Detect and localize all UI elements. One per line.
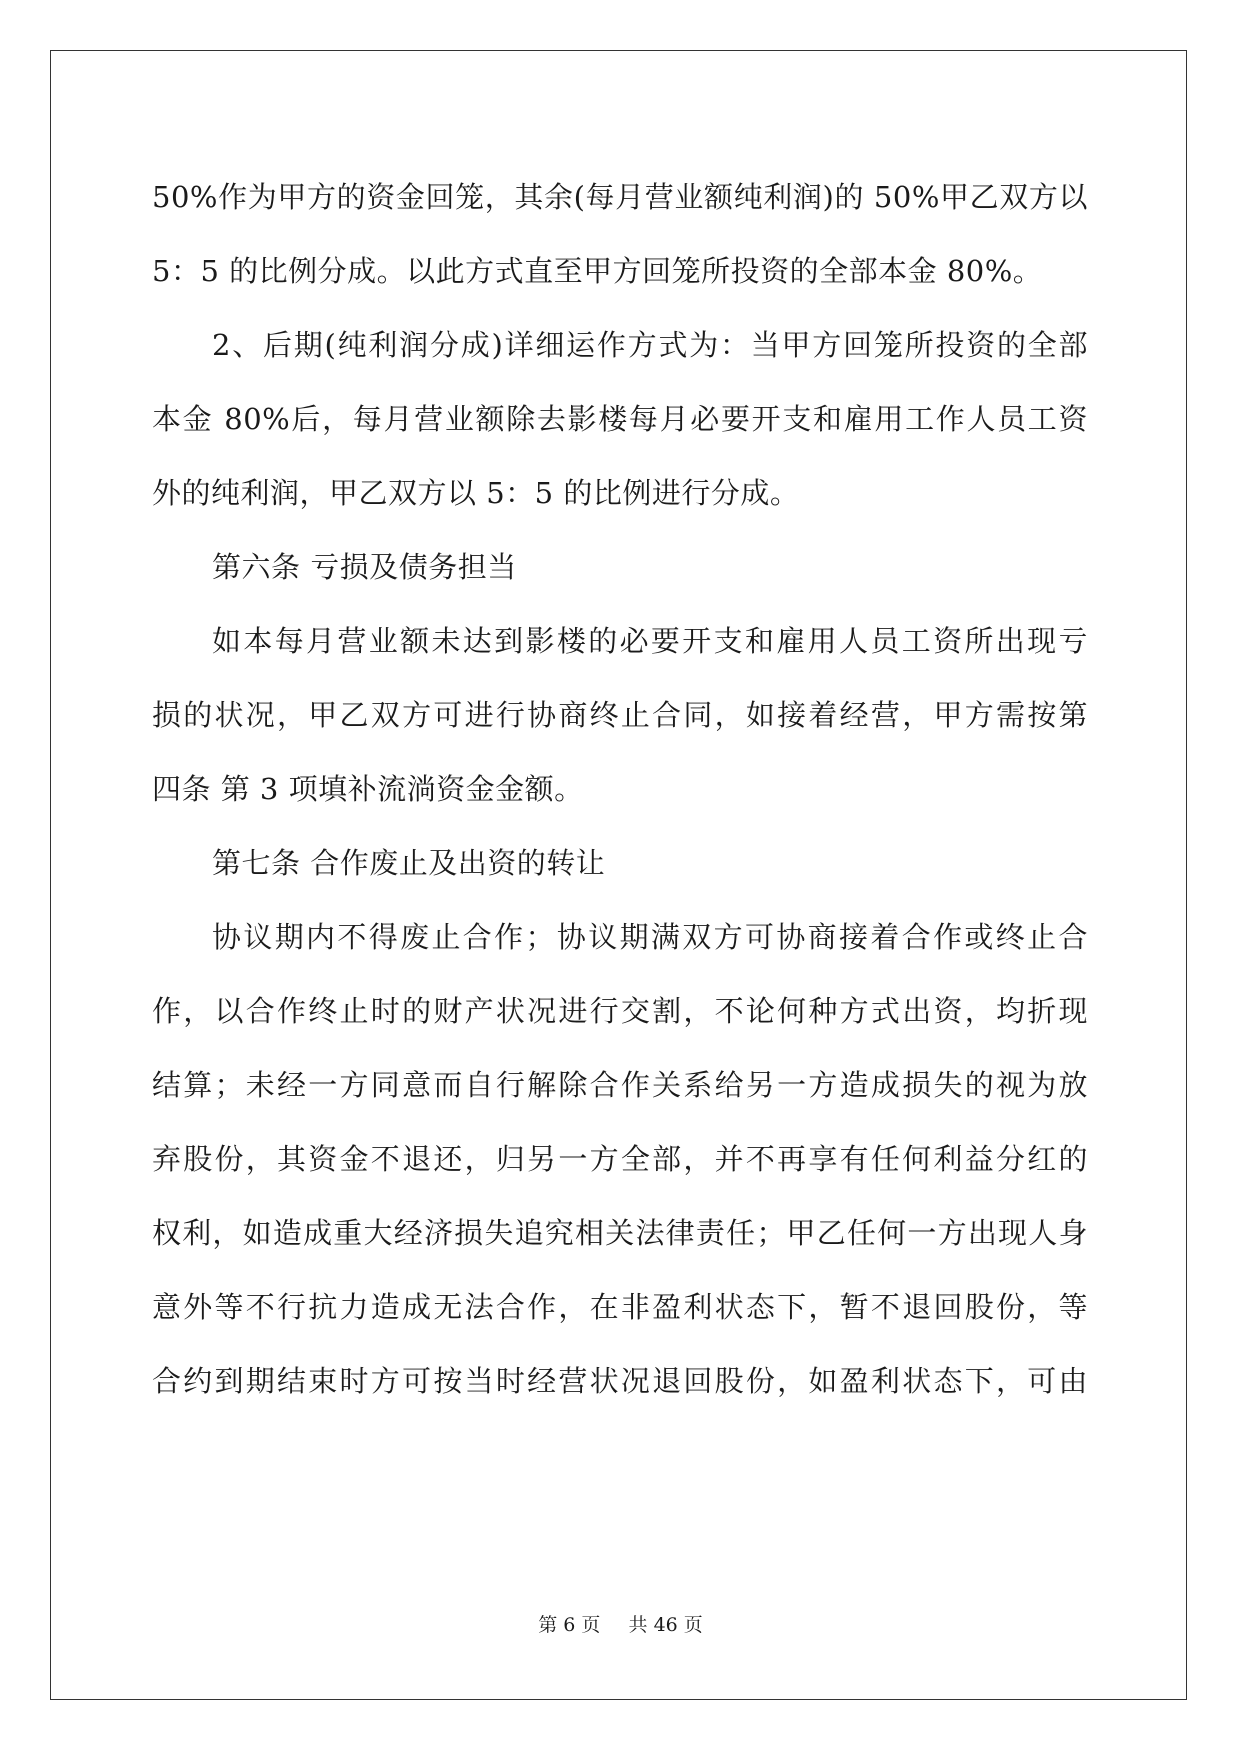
text-line: 损的状况，甲乙双方可进行协商终止合同，如接着经营，甲方需按第 <box>152 698 1088 732</box>
paragraph-start-line: 2、后期(纯利润分成)详细运作方式为：当甲方回笼所投资的全部 <box>212 328 1088 362</box>
text-line: 5：5 的比例分成。以此方式直至甲方回笼所投资的全部本金 80%。 <box>152 254 1043 288</box>
text-line: 意外等不行抗力造成无法合作，在非盈利状态下，暂不退回股份，等 <box>152 1290 1088 1324</box>
text-line: 合约到期结束时方可按当时经营状况退回股份，如盈利状态下，可由 <box>152 1364 1088 1398</box>
section-heading-article-7: 第七条 合作废止及出资的转让 <box>212 846 606 880</box>
text-line: 作，以合作终止时的财产状况进行交割，不论何种方式出资，均折现 <box>152 994 1088 1028</box>
page-number: 第 6 页 <box>538 1614 601 1636</box>
paragraph-start-line: 如本每月营业额未达到影楼的必要开支和雇用人员工资所出现亏 <box>212 624 1088 658</box>
page-footer <box>0 1610 1241 1637</box>
text-line: 外的纯利润，甲乙双方以 5：5 的比例进行分成。 <box>152 476 800 510</box>
paragraph-start-line: 协议期内不得废止合作；协议期满双方可协商接着合作或终止合 <box>212 920 1088 954</box>
text-line: 权利，如造成重大经济损失追究相关法律责任；甲乙任何一方出现人身 <box>152 1216 1088 1250</box>
text-line: 本金 80%后，每月营业额除去影楼每月必要开支和雇用工作人员工资 <box>152 402 1088 436</box>
section-heading-article-6: 第六条 亏损及债务担当 <box>212 550 517 584</box>
text-line: 四条 第 3 项填补流淌资金金额。 <box>152 772 584 806</box>
text-line: 50%作为甲方的资金回笼，其余(每月营业额纯利润)的 50%甲乙双方以 <box>152 180 1088 214</box>
total-pages: 共 46 页 <box>628 1614 703 1636</box>
document-body <box>152 160 1088 1418</box>
text-line: 结算；未经一方同意而自行解除合作关系给另一方造成损失的视为放 <box>152 1068 1088 1102</box>
text-line: 弃股份，其资金不退还，归另一方全部，并不再享有任何利益分红的 <box>152 1142 1088 1176</box>
